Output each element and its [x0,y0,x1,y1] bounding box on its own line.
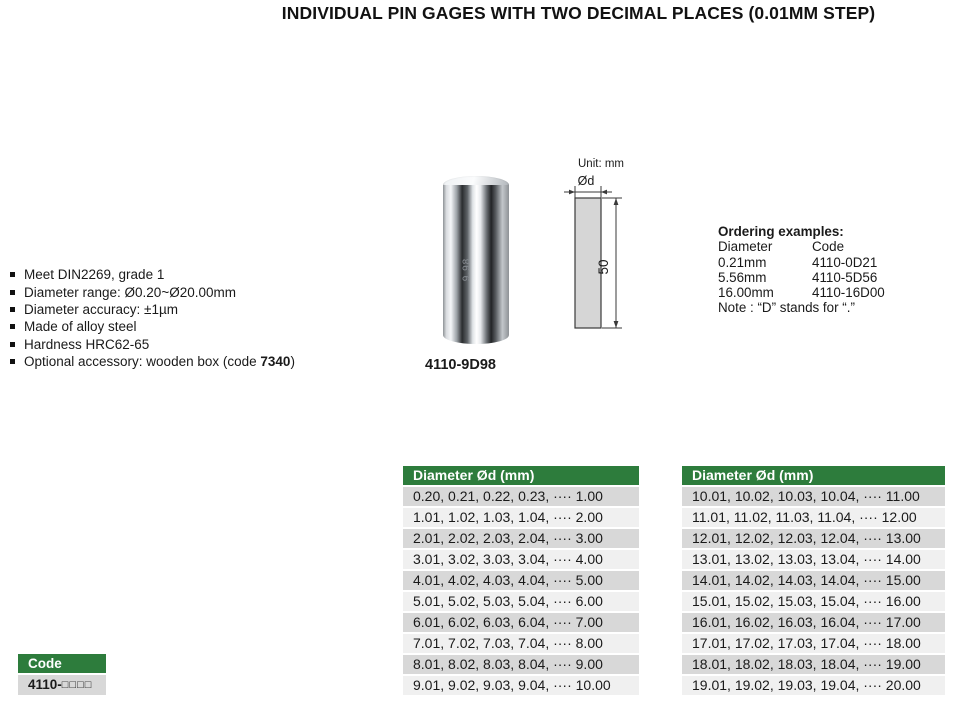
square-bullet-icon [10,307,15,312]
diameter-row: 3.01, 3.02, 3.03, 3.04, ···· 4.00 [403,550,639,569]
diameter-row: 7.01, 7.02, 7.03, 7.04, ···· 8.00 [403,634,639,653]
diameter-row: 13.01, 13.02, 13.03, 13.04, ···· 14.00 [682,550,945,569]
square-bullet-icon [10,324,15,329]
ordering-column-headers [718,239,885,254]
code-prefix: 4110- [28,677,62,692]
diameter-table-2-header: Diameter Ød (mm) [682,466,945,485]
ordering-examples [718,224,885,316]
feature-item [10,318,295,335]
pin-gage-photo [443,176,509,344]
diameter-row: 5.01, 5.02, 5.03, 5.04, ···· 6.00 [403,592,639,611]
ordering-col-diameter: Diameter [718,239,773,255]
pin-body [443,185,509,344]
arrow-right-icon [601,190,607,195]
pin-engraving: 9.98 [461,257,473,282]
feature-item [10,266,295,283]
diameter-row: 1.01, 1.02, 1.03, 1.04, ···· 2.00 [403,508,639,527]
feature-item [10,353,295,370]
code-placeholder-squares: □□□□ [61,679,93,691]
page-title: INDIVIDUAL PIN GAGES WITH TWO DECIMAL PLACES (0.01MM STEP) [281,3,876,23]
dimension-drawing [556,158,666,350]
ordering-diameter: 0.21mm [718,254,767,270]
diameter-row: 18.01, 18.02, 18.03, 18.04, ···· 19.00 [682,655,945,674]
diameter-dim-label: Ød [577,174,595,188]
arrow-up-icon [614,198,619,205]
diameter-table-2-body [682,487,945,695]
diameter-table-1-header: Diameter Ød (mm) [403,466,639,485]
diameter-row: 11.01, 11.02, 11.03, 11.04, ···· 12.00 [682,508,945,527]
diameter-row: 6.01, 6.02, 6.03, 6.04, ···· 7.00 [403,613,639,632]
code-box-header: Code [18,654,106,673]
diameter-row: 9.01, 9.02, 9.03, 9.04, ···· 10.00 [403,676,639,695]
ordering-heading: Ordering examples: [718,224,844,239]
diameter-row: 17.01, 17.02, 17.03, 17.04, ···· 18.00 [682,634,945,653]
arrow-down-icon [614,321,619,328]
diameter-row: 16.01, 16.02, 16.03, 16.04, ···· 17.00 [682,613,945,632]
diameter-row: 19.01, 19.02, 19.03, 19.04, ···· 20.00 [682,676,945,695]
feature-text: Hardness HRC62-65 [24,336,150,352]
feature-item [10,301,295,318]
feature-text: Diameter accuracy: ±1µm [24,301,178,317]
diameter-table-1 [403,466,639,697]
diameter-row: 8.01, 8.02, 8.03, 8.04, ···· 9.00 [403,655,639,674]
feature-item [10,336,295,353]
square-bullet-icon [10,342,15,347]
ordering-diameter: 5.56mm [718,269,767,285]
ordering-rows [718,255,885,301]
pin-gage-figure [425,176,545,373]
diameter-row: 2.01, 2.02, 2.03, 2.04, ···· 3.00 [403,529,639,548]
ordering-row [718,255,885,270]
square-bullet-icon [10,272,15,277]
unit-label: Unit: mm [578,158,624,170]
ordering-row [718,285,885,300]
ordering-code: 4110-5D56 [812,269,878,285]
square-bullet-icon [10,359,15,364]
feature-item [10,283,295,300]
diameter-row: 14.01, 14.02, 14.03, 14.04, ···· 15.00 [682,571,945,590]
ordering-diameter: 16.00mm [718,285,774,301]
diameter-row: 12.01, 12.02, 12.03, 12.04, ···· 13.00 [682,529,945,548]
diameter-table-2 [682,466,945,697]
diameter-row: 15.01, 15.02, 15.03, 15.04, ···· 16.00 [682,592,945,611]
ordering-code: 4110-16D00 [812,285,885,301]
code-box [18,654,106,695]
height-dim-label: 50 [596,259,611,275]
ordering-col-code: Code [812,239,845,255]
arrow-left-icon [569,190,575,195]
feature-text: Optional accessory: wooden box (code 7340) [24,354,295,370]
code-pattern [18,675,106,695]
square-bullet-icon [10,290,15,295]
diameter-table-1-body [403,487,639,695]
ordering-code: 4110-0D21 [812,254,878,270]
ordering-row [718,270,885,285]
diameter-row: 4.01, 4.02, 4.03, 4.04, ···· 5.00 [403,571,639,590]
diameter-row: 0.20, 0.21, 0.22, 0.23, ···· 1.00 [403,487,639,506]
feature-list [10,266,295,370]
feature-text: Diameter range: Ø0.20~Ø20.00mm [24,284,236,300]
diameter-row: 10.01, 10.02, 10.03, 10.04, ···· 11.00 [682,487,945,506]
feature-text: Made of alloy steel [24,319,137,335]
pin-dimension-diagram [556,172,628,350]
ordering-note: Note : “D” stands for “.” [718,300,855,316]
feature-text: Meet DIN2269, grade 1 [24,267,165,283]
pin-model-code: 4110-9D98 [425,357,496,373]
